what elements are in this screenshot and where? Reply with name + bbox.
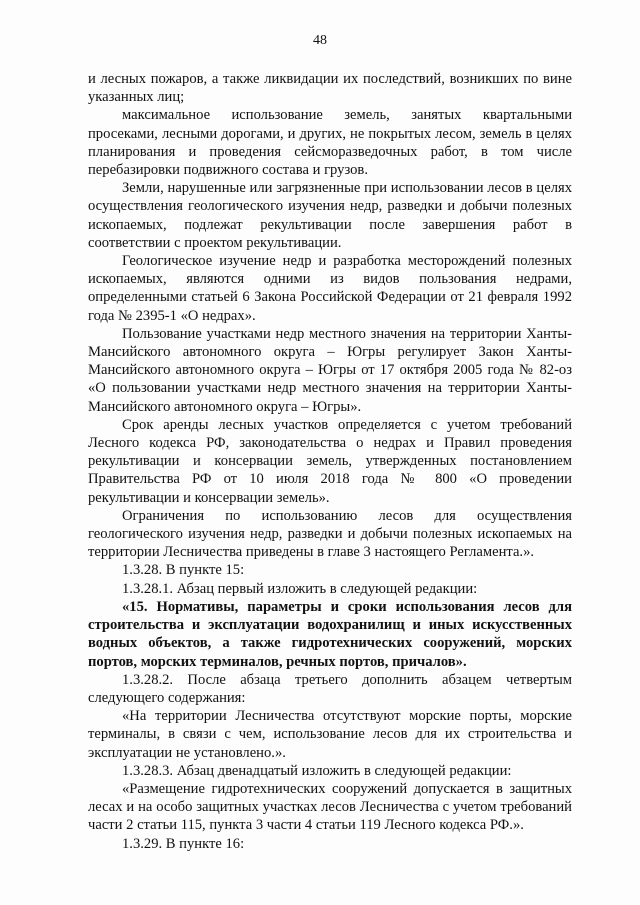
paragraph: 1.3.28.1. Абзац первый изложить в следующей редакции: xyxy=(122,580,478,597)
paragraph: Земли, нарушенные или загрязненные при использовании лесов в целях осуществления геологического изучения недр, разведки и добычи полезных ископаемых, подлежат рекультивации после завершения работ в соответствии с проектом рекультивации. xyxy=(88,180,572,251)
paragraph: 1.3.28.2. После абзаца третьего дополнить абзацем четвертым следующего содержания: xyxy=(88,671,572,706)
paragraph: «На территории Лесничества отсутствуют морские порты, морские терминалы, в связи с чем, использование лесов для их строительства и эксплуатации не установлено.». xyxy=(88,708,572,761)
paragraph: 1.3.29. В пункте 16: xyxy=(122,835,245,852)
paragraph: максимальное использование земель, занятых квартальными просеками, лесными дорогами, и других, не покрытых лесом, земель в целях планирования и проведения сейсморазведочных работ, в том числе перебазировки подвижного состава и грузов. xyxy=(88,107,572,179)
paragraph: 1.3.28. В пункте 15: xyxy=(122,562,245,579)
paragraph: Срок аренды лесных участков определяется с учетом требований Лесного кодекса РФ, законодательства о недрах и Правил проведения рекультивации и консервации земель, утвержденных постановлением Правительства РФ от 10 июля 2018 года № 800 «О проведении рекультивации и консервации земель». xyxy=(88,416,572,506)
paragraph: «Размещение гидротехнических сооружений допускается в защитных лесах и на особо защитных участках лесов Лесничества с учетом требований части 2 статьи 115, пункта 3 части 4 статьи 119 Лесного кодекса РФ.». xyxy=(88,780,572,834)
paragraph: 1.3.28.3. Абзац двенадцатый изложить в следующей редакции: xyxy=(122,762,512,779)
page-number: 48 xyxy=(313,33,327,48)
paragraph: «15. Нормативы, параметры и сроки использования лесов для строительства и эксплуатации водохранилищ и иных искусственных водных объектов, а также гидротехнических сооружений, морских портов, морских терминалов, речных портов, причалов». xyxy=(88,598,572,670)
paragraph: Пользование участками недр местного значения на территории Ханты-Мансийского автономного округа – Югры регулирует Закон Ханты-Мансийского автономного округа – Югры от 17 октября 2005 года № 82-оз «О пользовании участками недр местного значения на территории Ханты-Мансийского автономного округа – Югры». xyxy=(88,325,572,415)
document-body xyxy=(88,70,572,853)
paragraph: Геологическое изучение недр и разработка месторождений полезных ископаемых, являются одними из видов пользования недрами, определенными статьей 6 Закона Российской Федерации от 21 февраля 1992 года № 2395-1 «О недрах». xyxy=(88,253,572,324)
paragraph: Ограничения по использованию лесов для осуществления геологического изучения недр, разведки и добычи полезных ископаемых на территории Лесничества приведены в главе 3 настоящего Регламента.». xyxy=(88,507,572,561)
paragraph: и лесных пожаров, а также ликвидации их последствий, возникших по вине указанных лиц; xyxy=(88,71,572,106)
